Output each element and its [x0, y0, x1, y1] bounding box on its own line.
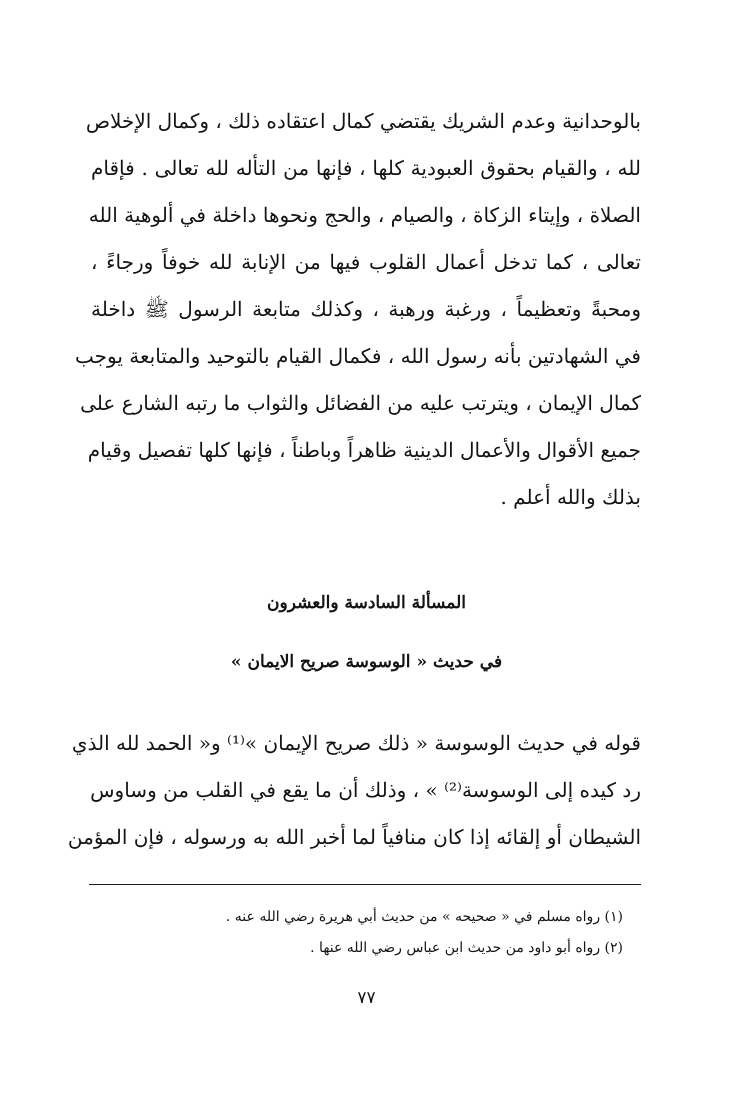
section-title: المسألة السادسة والعشرون [267, 593, 466, 613]
text-line: لله ، والقيام بحقوق العبودية كلها ، فإنها من التأله لله تعالى . فإقام [91, 156, 641, 180]
text-line: رد كيده إلى الوسوسة⁽²⁾ » ، وذلك أن ما يقع في القلب من وساوس [90, 778, 641, 802]
section-subtitle: في حديث « الوسوسة صريح الايمان » [230, 652, 503, 672]
text-line: جميع الأقوال والأعمال الدينية ظاهراً وباطناً ، فإنها كلها تفصيل وقيام [87, 438, 641, 462]
text-line: الشيطان أو إلقائه إذا كان منافياً لما أخبر الله به ورسوله ، فإن المؤمن [67, 825, 641, 849]
text-line: قوله في حديث الوسوسة « ذلك صريح الإيمان »⁽¹⁾ و« الحمد لله الذي [71, 731, 641, 755]
text-line: بذلك والله أعلم . [500, 485, 641, 509]
text-line: ومحبةً وتعظيماً ، ورغبة ورهبة ، وكذلك متابعة الرسول ﷺ داخلة [91, 297, 641, 321]
footnote-item: (٢) رواه أبو داود من حديث ابن عباس رضي الله عنها . [310, 940, 623, 956]
text-line: بالوحدانية وعدم الشريك يقتضي كمال اعتقاده ذلك ، وكمال الإخلاص [85, 109, 641, 133]
text-line: كمال الإيمان ، ويترتب عليه من الفضائل والثواب ما رتبه الشارع على [80, 391, 641, 415]
footnote-item: (١) رواه مسلم في « صحيحه » من حديث أبي هريرة رضي الله عنه . [225, 909, 623, 925]
footnote-divider [89, 884, 641, 885]
text-line: الصلاة ، وإيتاء الزكاة ، والصيام ، والحج ونحوها داخلة في ألوهية الله [88, 203, 641, 227]
body-text-bottom [67, 720, 641, 861]
text-line: في الشهادتين بأنه رسول الله ، فكمال القيام بالتوحيد والمتابعة يوجب [75, 344, 641, 368]
body-text-top [75, 98, 641, 521]
page-number: ٧٧ [357, 988, 376, 1008]
text-line: تعالى ، كما تدخل أعمال القلوب فيها من الإنابة لله خوفاً ورجاءً ، [91, 250, 641, 274]
footnotes [103, 902, 623, 964]
